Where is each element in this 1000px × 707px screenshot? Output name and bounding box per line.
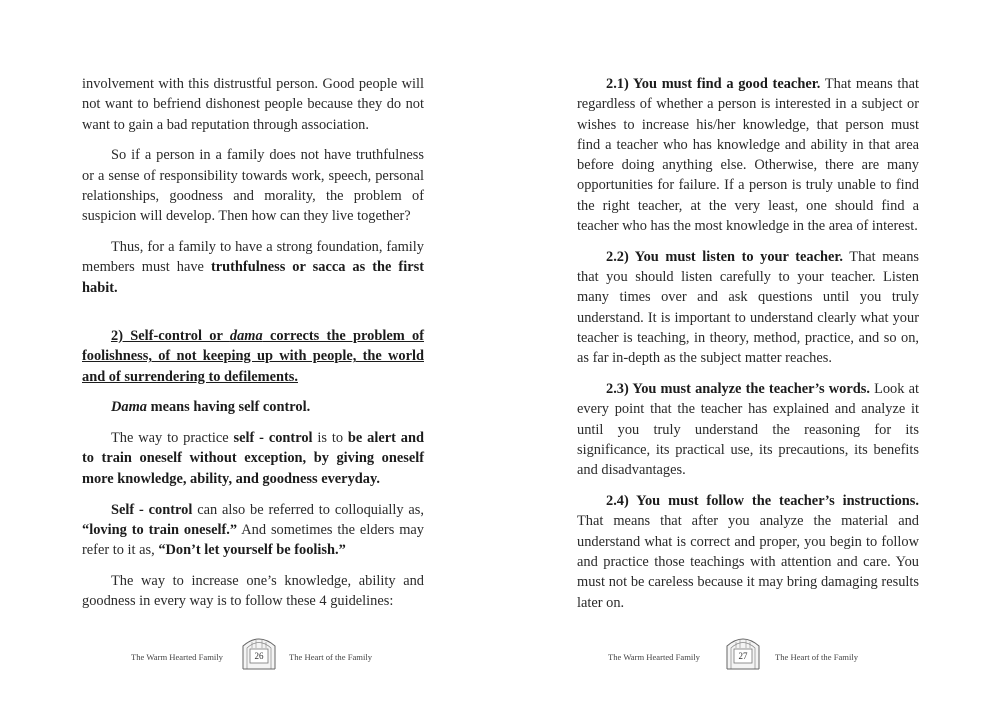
footer-chapter-title: The Heart of the Family <box>775 652 859 662</box>
practice-c: is to <box>312 430 348 447</box>
guideline-2-2-text: That means that you should listen carefully to your teacher. Listen many times over and ask questions until you truly understand. It is important to understand clearly what your teacher is teaching, in theory, method, practice, and so on, as far in-depth as the subject matter reaches. <box>577 248 919 367</box>
guideline-2-3-title: 2.3) You must analyze the teacher’s words. <box>606 381 870 398</box>
right-page <box>500 0 1000 707</box>
heading-part-a: 2) Self-control or <box>111 327 230 344</box>
heading-italic: dama <box>229 327 263 344</box>
temple-gate-icon <box>240 633 278 671</box>
paragraph-practice <box>82 428 424 489</box>
paragraph-continuation: involvement with this distrustful person. Good people will not want to befriend dishonest people because they do not want to gain a bad reputation through association. <box>82 76 424 133</box>
left-footer <box>0 633 500 673</box>
colloquial-d: And sometimes the elders may refer to it as, <box>82 521 424 559</box>
footer-book-title: The Warm Hearted Family <box>608 652 700 662</box>
foundation-text: Thus, for a family to have a strong foundation, family members must have <box>82 239 424 276</box>
colloquial-a: Self - control <box>111 501 193 518</box>
guideline-2-2 <box>577 247 919 369</box>
dama-definition: means having self control. <box>146 399 311 416</box>
paragraph-colloquial <box>82 500 424 561</box>
paragraph-guidelines-intro: The way to increase one’s knowledge, ability and goodness in every way is to follow these 4 guidelines: <box>82 572 424 610</box>
guideline-2-4 <box>577 491 919 613</box>
section-heading-self-control <box>82 326 424 387</box>
guideline-2-3-text: Look at every point that the teacher has explained and analyze it until you truly understand the reasoning for its significance, its practical use, its precautions, its benefits and disadvantages. <box>577 381 919 479</box>
colloquial-e: “Don’t let yourself be foolish.” <box>158 542 346 559</box>
dama-term: Dama <box>111 399 147 416</box>
page-number: 27 <box>738 651 748 661</box>
paragraph-foundation <box>82 237 424 298</box>
guideline-2-1 <box>577 74 919 236</box>
guideline-2-3 <box>577 379 919 480</box>
footer-book-title: The Warm Hearted Family <box>131 652 223 662</box>
right-footer <box>500 633 1000 673</box>
heading-part-b: corrects the problem of foolishness, of not keeping up with people, the world and of surrendering to defilements. <box>82 327 425 385</box>
guideline-2-2-title: 2.2) You must listen to your teacher. <box>606 248 844 265</box>
paragraph-suspicion: So if a person in a family does not have truthfulness or a sense of responsibility towards work, speech, personal relationships, goodness and morality, the problem of suspicion will develop. Then how can they live together? <box>82 147 424 225</box>
paragraph-dama-definition <box>82 397 424 417</box>
colloquial-c: “loving to train oneself.” <box>82 521 238 538</box>
colloquial-b: can also be referred to colloquially as, <box>192 501 424 518</box>
guideline-2-1-text: That means that regardless of whether a person is interested in a subject or wishes to increase his/her knowledge, that person must find a teacher who has knowledge and ability in that area before doing anything else. Otherwise, there are many opportunities for failure. If a person is truly unable to find the right teacher, at the very least, one should find a teacher who has the most knowledge in the area of interest. <box>577 76 920 235</box>
page-number: 26 <box>254 651 264 661</box>
footer-chapter-title: The Heart of the Family <box>289 652 373 662</box>
foundation-bold: truthfulness or sacca as the first habit. <box>82 259 424 296</box>
left-text-column <box>82 74 424 622</box>
guideline-2-4-text: That means that after you analyze the material and understand what is correct and proper, you begin to follow and practice those teachings with attention and care. You must not be careless because it may bring damaging results later on. <box>577 513 919 611</box>
right-text-column <box>577 74 919 623</box>
temple-gate-icon <box>724 633 762 671</box>
guideline-2-4-title: 2.4) You must follow the teacher’s instructions. <box>606 493 919 510</box>
practice-b: self - control <box>233 430 313 447</box>
guideline-2-1-title: 2.1) You must find a good teacher. <box>606 76 821 92</box>
practice-a: The way to practice <box>111 430 234 447</box>
practice-d: be alert and to train oneself without exception, by giving oneself more knowledge, ability, and goodness everyday. <box>82 430 424 487</box>
